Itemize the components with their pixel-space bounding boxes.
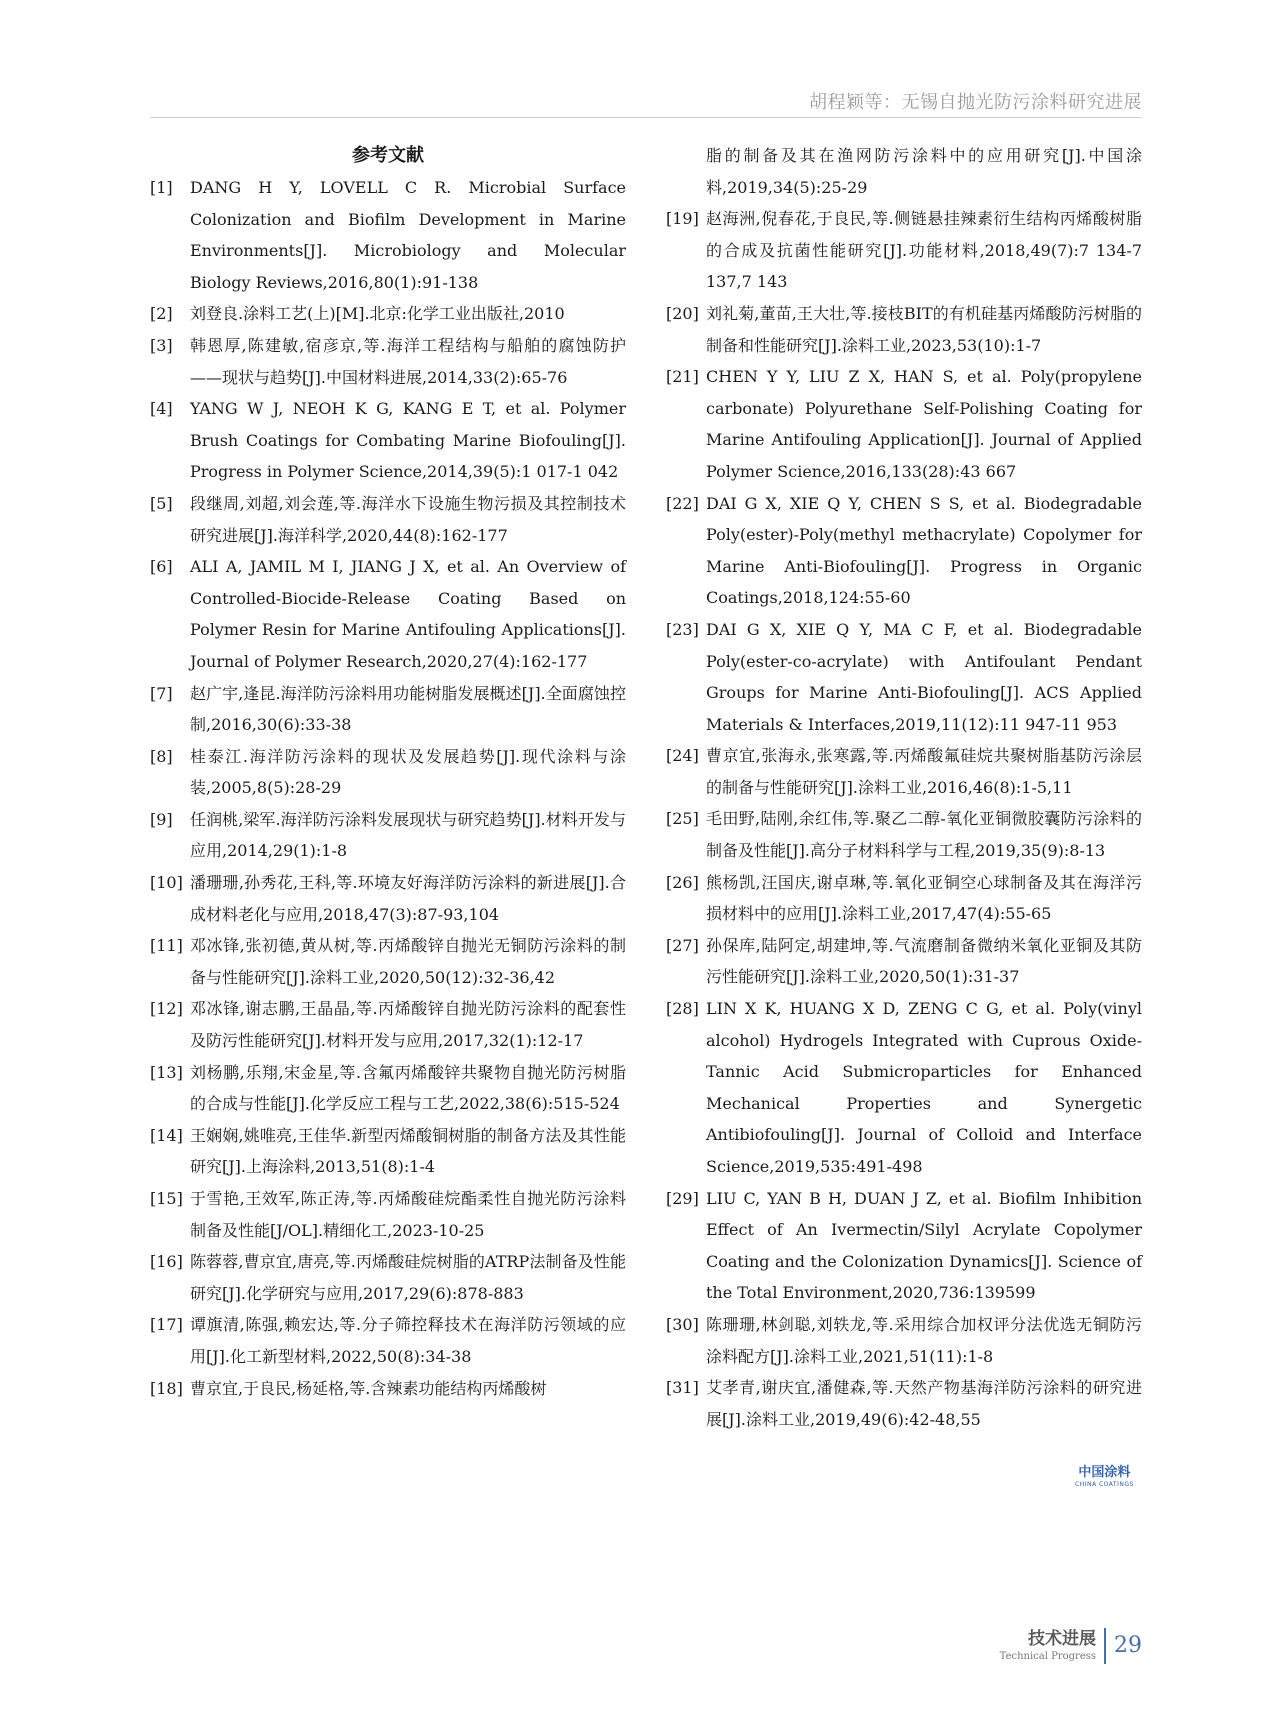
reference-number: [26] bbox=[666, 872, 699, 892]
references-column-left bbox=[150, 140, 626, 1404]
reference-item bbox=[150, 1183, 626, 1246]
reference-text: 赵海洲,倪春花,于良民,等.侧链悬挂辣素衍生结构丙烯酸树脂的合成及抗菌性能研究[J].功能材料,2018,49(7):7 134-7 137,7 143 bbox=[706, 209, 1142, 292]
running-header-title: 胡程颖等：无锡自抛光防污涂料研究进展 bbox=[809, 92, 1142, 113]
reference-number: [13] bbox=[150, 1062, 183, 1082]
reference-text: YANG W J, NEOH K G, KANG E T, et al. Polymer Brush Coatings for Combating Marine Biofouling[J]. Progress in Polymer Science,2014,39(5):1 017-1 042 bbox=[190, 399, 626, 482]
reference-text: 艾孝青,谢庆宜,潘健森,等.天然产物基海洋防污涂料的研究进展[J].涂料工业,2019,49(6):42-48,55 bbox=[706, 1378, 1142, 1429]
reference-text: 曹京宜,张海永,张寒露,等.丙烯酸氟硅烷共聚树脂基防污涂层的制备与性能研究[J].涂料工业,2016,46(8):1-5,11 bbox=[706, 746, 1142, 797]
reference-text: DAI G X, XIE Q Y, MA C F, et al. Biodegradable Poly(ester-co-acrylate) with Antifoulant Pendant Groups for Marine Anti-Biofouling[J]. ACS Applied Materials & Interfaces,2019,11(12):11 947-11 953 bbox=[706, 619, 1142, 734]
reference-item bbox=[666, 298, 1142, 361]
page-footer bbox=[1000, 1628, 1142, 1664]
reference-text: 毛田野,陆刚,余红伟,等.聚乙二醇-氧化亚铜微胶囊防污涂料的制备及性能[J].高分子材料科学与工程,2019,35(9):8-13 bbox=[706, 809, 1142, 861]
reference-number: [12] bbox=[150, 999, 183, 1019]
reference-number: [16] bbox=[150, 1252, 183, 1272]
reference-text: 段继周,刘超,刘会莲,等.海洋水下设施生物污损及其控制技术研究进展[J].海洋科学,2020,44(8):162-177 bbox=[190, 493, 626, 545]
reference-item bbox=[150, 1120, 626, 1183]
reference-list-right bbox=[666, 203, 1142, 1435]
reference-item bbox=[150, 804, 626, 867]
reference-item bbox=[150, 393, 626, 488]
reference-text: 曹京宜,于良民,杨延格,等.含辣素功能结构丙烯酸树 bbox=[190, 1378, 547, 1398]
reference-text: 邓冰锋,谢志鹏,王晶晶,等.丙烯酸锌自抛光防污涂料的配套性及防污性能研究[J].材料开发与应用,2017,32(1):12-17 bbox=[190, 999, 626, 1051]
footer-section-label bbox=[1000, 1628, 1104, 1664]
reference-number: [19] bbox=[666, 209, 699, 229]
reference-text: LIU C, YAN B H, DUAN J Z, et al. Biofilm Inhibition Effect of An Ivermectin/Silyl Acrylate Copolymer Coating and the Colonization Dynamics[J]. Science of the Total Environment,2020,736:139599 bbox=[706, 1188, 1142, 1303]
reference-item bbox=[666, 993, 1142, 1183]
reference-number: [6] bbox=[150, 557, 173, 577]
reference-number: [25] bbox=[666, 809, 699, 829]
reference-text: DAI G X, XIE Q Y, CHEN S S, et al. Biodegradable Poly(ester)-Poly(methyl methacrylate) Copolymer for Marine Anti-Biofouling[J]. Progress in Organic Coatings,2018,124:55-60 bbox=[706, 493, 1142, 608]
reference-item bbox=[666, 1309, 1142, 1372]
logo-text-en: CHINA COATINGS bbox=[1075, 1481, 1134, 1488]
reference-number: [28] bbox=[666, 999, 699, 1019]
reference-text: 潘珊珊,孙秀花,王科,等.环境友好海洋防污涂料的新进展[J].合成材料老化与应用,2018,47(3):87-93,104 bbox=[190, 873, 626, 924]
reference-list-left bbox=[150, 172, 626, 1404]
reference-item bbox=[150, 993, 626, 1056]
reference-number: [20] bbox=[666, 303, 699, 323]
reference-number: [9] bbox=[150, 809, 173, 829]
reference-number: [1] bbox=[150, 178, 173, 197]
reference-text: 韩恩厚,陈建敏,宿彦京,等.海洋工程结构与船舶的腐蚀防护——现状与趋势[J].中国材料进展,2014,33(2):65-76 bbox=[190, 335, 626, 387]
reference-item bbox=[150, 1246, 626, 1309]
references-column-right bbox=[666, 140, 1142, 1435]
reference-text: 赵广宇,逢昆.海洋防污涂料用功能树脂发展概述[J].全面腐蚀控制,2016,30(6):33-38 bbox=[190, 683, 626, 735]
reference-number: [18] bbox=[150, 1378, 183, 1398]
reference-number: [21] bbox=[666, 367, 699, 387]
logo-text-cn: 中国涂料 bbox=[1078, 1465, 1131, 1480]
reference-item bbox=[150, 1057, 626, 1120]
reference-item bbox=[150, 1373, 626, 1405]
reference-number: [30] bbox=[666, 1314, 699, 1334]
reference-item bbox=[150, 867, 626, 930]
reference-text: 刘礼菊,董苗,王大壮,等.接枝BIT的有机硅基丙烯酸防污树脂的制备和性能研究[J].涂料工业,2023,53(10):1-7 bbox=[706, 303, 1142, 355]
reference-item bbox=[150, 741, 626, 804]
reference-number: [31] bbox=[666, 1378, 699, 1398]
reference-item bbox=[666, 614, 1142, 740]
references-heading: 参考文献 bbox=[352, 145, 424, 166]
reference-item bbox=[666, 203, 1142, 298]
reference-text: 邓冰锋,张初德,黄从树,等.丙烯酸锌自抛光无铜防污涂料的制备与性能研究[J].涂料工业,2020,50(12):32-36,42 bbox=[190, 936, 626, 987]
reference-item bbox=[666, 803, 1142, 866]
reference-item bbox=[150, 330, 626, 393]
reference-text: 刘登良.涂料工艺(上)[M].北京:化学工业出版社,2010 bbox=[190, 304, 565, 324]
reference-text: 谭旗清,陈强,赖宏达,等.分子筛控释技术在海洋防污领域的应用[J].化工新型材料,2022,50(8):34-38 bbox=[190, 1315, 626, 1366]
reference-text: ALI A, JAMIL M I, JIANG J X, et al. An Overview of Controlled-Biocide-Release Coating Based on Polymer Resin for Marine Antifouling Applications[J]. Journal of Polymer Research,2020,27(4):162-177 bbox=[190, 557, 626, 671]
reference-number: [4] bbox=[150, 399, 173, 419]
reference-text: 于雪艳,王效军,陈正涛,等.丙烯酸硅烷酯柔性自抛光防污涂料制备及性能[J/OL].精细化工,2023-10-25 bbox=[190, 1189, 626, 1240]
reference-item bbox=[666, 867, 1142, 930]
reference-text: 熊杨凯,汪国庆,谢卓琳,等.氧化亚铜空心球制备及其在海洋污损材料中的应用[J].涂料工业,2017,47(4):55-65 bbox=[706, 872, 1142, 924]
page-number: 29 bbox=[1114, 1633, 1142, 1658]
reference-item bbox=[666, 361, 1142, 487]
reference-number: [17] bbox=[150, 1315, 183, 1335]
reference-text: 刘杨鹏,乐翔,宋金星,等.含氟丙烯酸锌共聚物自抛光防污树脂的合成与性能[J].化学反应工程与工艺,2022,38(6):515-524 bbox=[190, 1062, 626, 1114]
reference-number: [11] bbox=[150, 936, 183, 956]
footer-divider bbox=[1104, 1628, 1106, 1664]
reference-number: [8] bbox=[150, 746, 173, 766]
reference-item bbox=[666, 488, 1142, 614]
reference-item bbox=[666, 740, 1142, 803]
china-coatings-logo bbox=[1075, 1465, 1134, 1489]
footer-section-en: Technical Progress bbox=[999, 1651, 1096, 1662]
reference-text: LIN X K, HUANG X D, ZENG C G, et al. Poly(vinyl alcohol) Hydrogels Integrated with Cuprous Oxide-Tannic Acid Submicroparticles for Enhanced Mechanical Properties and Synergetic Antibiofouling[J]. Journal of Colloid and Interface Science,2019,535:491-498 bbox=[706, 999, 1142, 1176]
reference-item bbox=[666, 1372, 1142, 1435]
reference-number: [15] bbox=[150, 1189, 183, 1208]
reference-text: 王娴娴,姚唯亮,王佳华.新型丙烯酸铜树脂的制备方法及其性能研究[J].上海涂料,2013,51(8):1-4 bbox=[190, 1125, 626, 1177]
reference-text: 桂泰江.海洋防污涂料的现状及发展趋势[J].现代涂料与涂装,2005,8(5):28-29 bbox=[190, 746, 626, 798]
reference-number: [24] bbox=[666, 746, 699, 766]
reference-number: [10] bbox=[150, 873, 183, 893]
reference-number: [27] bbox=[666, 935, 699, 955]
reference-text: CHEN Y Y, LIU Z X, HAN S, et al. Poly(propylene carbonate) Polyurethane Self-Polishing Coating for Marine Antifouling Application[J]. Journal of Applied Polymer Science,2016,133(28):43 667 bbox=[706, 367, 1142, 481]
reference-text: 任润桃,梁军.海洋防污涂料发展现状与研究趋势[J].材料开发与应用,2014,29(1):1-8 bbox=[190, 809, 626, 861]
reference-text: 陈珊珊,林剑聪,刘轶龙,等.采用综合加权评分法优选无铜防污涂料配方[J].涂料工业,2021,51(11):1-8 bbox=[706, 1314, 1142, 1366]
reference-item bbox=[150, 298, 626, 330]
reference-item bbox=[666, 930, 1142, 993]
reference-item bbox=[150, 172, 626, 298]
reference-number: [2] bbox=[150, 304, 173, 324]
reference-number: [5] bbox=[150, 493, 173, 513]
header-rule bbox=[150, 117, 1142, 118]
reference-item bbox=[150, 1309, 626, 1372]
reference-item bbox=[150, 488, 626, 551]
reference-text: 陈蓉蓉,曹京宜,唐亮,等.丙烯酸硅烷树脂的ATRP法制备及性能研究[J].化学研究与应用,2017,29(6):878-883 bbox=[190, 1252, 626, 1303]
reference-text: 孙保库,陆阿定,胡建坤,等.气流磨制备微纳米氧化亚铜及其防污性能研究[J].涂料工业,2020,50(1):31-37 bbox=[706, 935, 1142, 987]
reference-number: [7] bbox=[150, 683, 173, 703]
reference-item bbox=[666, 1183, 1142, 1309]
reference-item bbox=[150, 678, 626, 741]
reference-text: DANG H Y, LOVELL C R. Microbial Surface Colonization and Biofilm Development in Marine Environments[J]. Microbiology and Molecular Biology Reviews,2016,80(1):91-138 bbox=[190, 178, 626, 292]
reference-number: [22] bbox=[666, 493, 699, 513]
reference-number: [3] bbox=[150, 335, 173, 355]
reference-item bbox=[150, 930, 626, 993]
footer-section-cn: 技术进展 bbox=[1028, 1629, 1096, 1649]
reference-number: [29] bbox=[666, 1188, 699, 1208]
reference-number: [23] bbox=[666, 619, 699, 639]
reference-number: [14] bbox=[150, 1125, 183, 1145]
reference-continuation: 脂的制备及其在渔网防污涂料中的应用研究[J].中国涂料,2019,34(5):25-29 bbox=[706, 146, 1142, 197]
reference-item bbox=[150, 551, 626, 677]
